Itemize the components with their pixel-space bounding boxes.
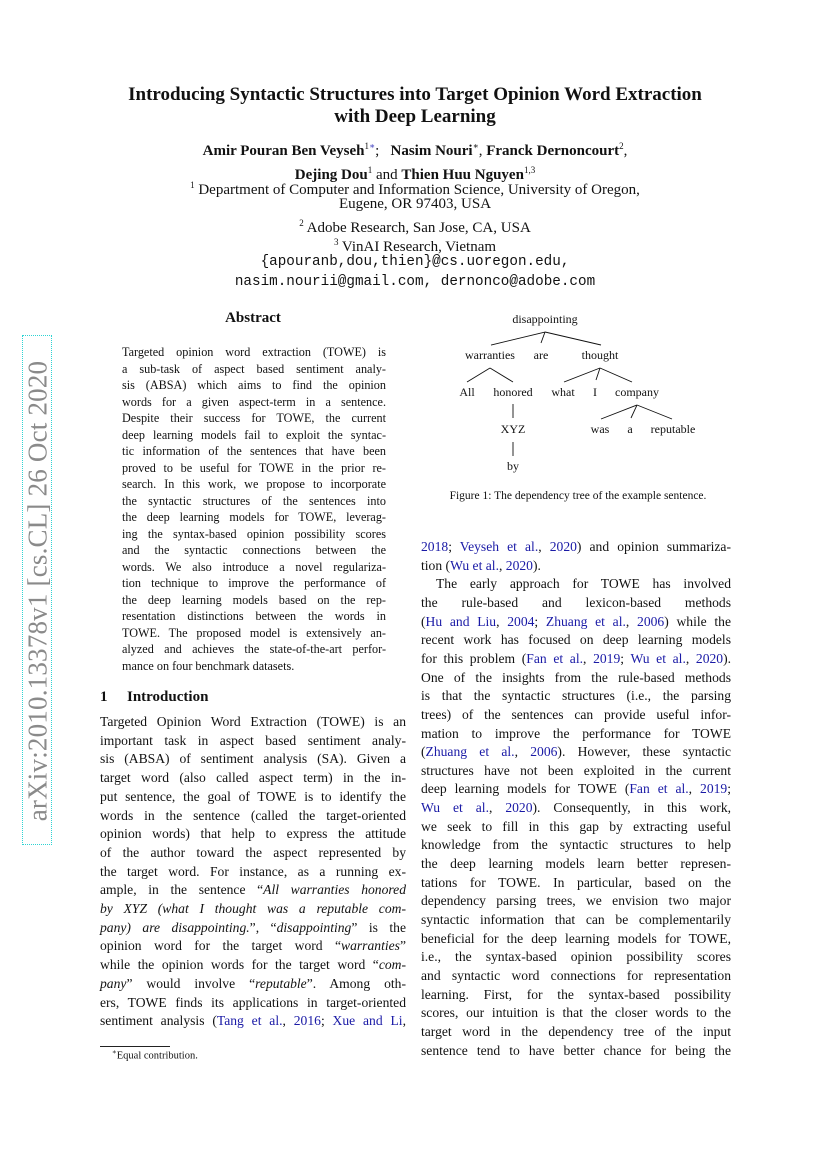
italic-text: reputable [255, 975, 307, 991]
text-line [100, 900, 406, 919]
text-segment: ; [727, 781, 731, 797]
tree-node: honored [493, 385, 533, 399]
text-segment: sentiment analysis ( [100, 1013, 217, 1029]
text-segment: One of the insights from the rule-based methods [421, 669, 731, 685]
text-segment: , [514, 744, 531, 760]
citation-link[interactable]: 2019 [700, 781, 728, 797]
italic-text: warranties [341, 938, 400, 954]
text-line [421, 1023, 731, 1042]
citation-link[interactable]: 2004 [507, 613, 535, 629]
text-segment: ). Consequently, in this work, [532, 800, 732, 816]
text-segment: ). However, these syntactic [557, 744, 732, 760]
text-segment: and the syntactic connections between the [122, 543, 386, 557]
footnote-text: Equal contribution. [116, 1050, 198, 1062]
tree-node: a [627, 422, 633, 436]
text-segment: ers, TOWE finds its applications in target-oriented [100, 994, 406, 1010]
text-line [100, 937, 406, 956]
text-segment: TOWE. The proposed model is extensively an- [122, 625, 386, 640]
citation-link[interactable]: 2020 [549, 539, 577, 554]
text-line [122, 509, 386, 526]
citation-link[interactable]: 2020 [505, 557, 533, 573]
citation-link[interactable]: Zhuang et al. [425, 744, 515, 760]
text-segment: is that the syntactic structures (i.e., the parsing [421, 688, 731, 704]
text-segment: the target word. For instance, as a running ex- [100, 863, 406, 879]
citation-link[interactable]: 2020 [695, 650, 724, 666]
citation-link[interactable]: 2016 [293, 1013, 321, 1029]
author-name: Nasim Nouri [390, 143, 473, 159]
affiliation-sup: 1 [190, 180, 195, 190]
text-line [421, 986, 731, 1005]
footnote [112, 1048, 198, 1062]
author-name: Amir Pouran Ben Veyseh [202, 143, 365, 159]
citation-link[interactable]: Wu et al. [450, 557, 499, 573]
section-number: 1 [100, 689, 108, 705]
text-line [421, 669, 731, 688]
text-line [100, 825, 406, 844]
tree-edge [490, 368, 513, 382]
text-segment: deep learning models fail to exploit the syntac- [122, 427, 386, 442]
text-segment: syntactic information that can be complementarily [421, 912, 731, 927]
title-line: Introducing Syntactic Structures into Target Opinion Word Extraction [128, 84, 702, 105]
text-segment: resentation distinctions between the words in [122, 609, 386, 623]
text-segment: deep learning models for TOWE ( [421, 781, 630, 797]
text-line [421, 799, 731, 818]
text-segment: trees) of the sentences can provide useful infor- [421, 706, 731, 722]
tree-node-root: disappointing [512, 312, 578, 326]
text-segment: ” is the [351, 919, 406, 935]
email-line: {apouranb,dou,thien}@cs.uoregon.edu, [260, 254, 570, 270]
italic-text: disappointing [276, 919, 352, 935]
text-line [421, 762, 731, 781]
text-line [421, 687, 731, 706]
tree-edge [541, 332, 545, 343]
text-line [100, 769, 406, 788]
tree-node: reputable [650, 422, 696, 436]
tree-edge [491, 332, 545, 345]
footnote-link[interactable]: ∗ [368, 141, 376, 151]
text-segment: proved to be useful for TOWE in the prior re- [122, 460, 386, 475]
text-line [100, 975, 406, 994]
text-line [122, 608, 386, 625]
text-line [122, 575, 386, 592]
author-sup: 1,3 [523, 165, 536, 175]
text-segment: words for a given aspect-term in a sentence. [122, 394, 386, 409]
author-name: Thien Huu Nguyen [401, 167, 524, 183]
text-line [421, 706, 731, 725]
author-name: Franck Dernoncourt [486, 143, 620, 159]
dependency-tree-figure [0, 0, 827, 500]
text-segment: ; [620, 650, 631, 666]
affiliation-sup: 2 [299, 218, 304, 228]
text-line [421, 1042, 731, 1061]
text-line [421, 780, 731, 799]
text-line [122, 658, 386, 675]
author-sup: 2 [619, 141, 624, 151]
text-segment: , [402, 1013, 406, 1029]
tree-node: by [507, 459, 519, 473]
text-segment: The early approach for TOWE has involved [436, 576, 731, 592]
text-segment: tations for TOWE. In particular, based on the [421, 874, 731, 890]
text-segment: scores, our intuition is that the closer words to the [421, 1005, 731, 1021]
author-sup: 1 [364, 141, 369, 151]
citation-link[interactable]: Wu et al. [630, 650, 686, 666]
text-line [421, 594, 731, 613]
text-line [421, 948, 731, 967]
text-segment: ample, in the sentence “ [100, 882, 264, 898]
text-segment: of the author toward the aspect represented by [100, 844, 406, 860]
text-segment: and syntactic word connections for representation [421, 967, 731, 983]
text-segment: the deep learning models for TOWE, leverag- [122, 510, 386, 524]
text-segment: words in the sentence (called the target-oriented [100, 807, 406, 823]
text-segment: ) and opinion summariza- [576, 539, 731, 554]
arxiv-stamp-text: arXiv:2010.13378v1 [cs.CL] 26 Oct 2020 [22, 360, 53, 822]
text-line [421, 930, 731, 949]
text-segment: knowledge from the syntactic structures to help [421, 837, 731, 853]
text-line [421, 631, 731, 650]
text-segment: ” would involve “ [126, 975, 256, 991]
text-line [421, 967, 731, 986]
text-line [421, 613, 731, 632]
citation-link[interactable]: Wu et al. [421, 800, 489, 816]
footnote-rule [100, 1046, 170, 1047]
tree-edge [637, 405, 672, 419]
text-segment: ing the syntax-based opinion possibility scores [122, 526, 386, 541]
text-segment: tion technique to improve the performance of [122, 576, 386, 590]
title-line: with Deep Learning [334, 106, 496, 127]
text-segment: beneficial for the deep learning models for TOWE, [421, 930, 731, 946]
text-line [100, 956, 406, 975]
text-segment: ; [320, 1013, 333, 1029]
text-line [122, 542, 386, 559]
affiliation-text: Department of Computer and Information Science, University of Oregon, [198, 182, 640, 198]
citation-link[interactable]: Fan et al. [526, 650, 583, 666]
figure-caption: Figure 1: The dependency tree of the example sentence. [449, 490, 707, 502]
text-segment: search. In this work, we propose to incorporate [122, 477, 386, 491]
text-line [421, 538, 731, 557]
tree-edge [600, 368, 632, 382]
citation-link[interactable]: Hu and Liu [425, 613, 497, 629]
text-line [100, 919, 406, 938]
text-line [421, 911, 731, 930]
text-line [100, 863, 406, 882]
affiliation-text: Adobe Research, San Jose, CA, USA [306, 220, 531, 236]
text-segment: alyzed and achieves the state-of-the-art perfor- [122, 642, 386, 656]
text-segment: tic information of the sentences that have been [122, 444, 386, 458]
italic-text: by XYZ (what I thought was a reputable com- [100, 901, 406, 916]
citation-link[interactable]: Xue and Li [332, 1013, 403, 1029]
tree-node: are [533, 348, 549, 362]
text-segment: , [488, 800, 506, 816]
italic-text: pany [100, 975, 127, 991]
text-line [421, 557, 731, 576]
text-line [122, 625, 386, 642]
text-segment: structures have not been exploited in the current [421, 762, 731, 778]
tree-node: what [551, 385, 575, 399]
citation-link[interactable]: 2020 [505, 800, 533, 816]
text-segment: ). [723, 650, 732, 666]
affiliation-text: VinAI Research, Vietnam [341, 239, 497, 255]
text-segment: for this problem ( [421, 650, 527, 666]
text-segment: while the opinion words for the target word “ [100, 957, 379, 973]
text-segment: dependency parsing trees, we envision two major [421, 893, 731, 909]
text-line [122, 559, 386, 576]
tree-node: was [590, 422, 610, 436]
tree-node: XYZ [500, 422, 526, 436]
tree-node: thought [581, 348, 619, 362]
text-segment: ; [534, 613, 546, 629]
author-sup: ∗ [472, 141, 479, 151]
section-heading [100, 689, 208, 706]
tree-edge [467, 368, 490, 382]
citation-link[interactable]: Zhuang et al. [545, 613, 626, 629]
text-segment: , [688, 781, 701, 797]
text-line [100, 750, 406, 769]
affiliation-sup: 3 [333, 237, 339, 247]
author-sup: 1 [367, 165, 373, 175]
italic-text: All warranties honored [263, 882, 406, 898]
citation-link[interactable]: 2019 [593, 650, 621, 666]
tree-edge [564, 368, 600, 382]
text-segment: , [583, 650, 594, 666]
text-segment: mance on four benchmark datasets. [122, 658, 295, 673]
text-segment: the deep learning models learn better represen- [421, 856, 731, 872]
italic-text: com- [378, 957, 406, 973]
text-line [100, 732, 406, 751]
tree-node: company [615, 385, 659, 399]
affiliation-text: Eugene, OR 97403, USA [338, 196, 492, 212]
author-conjunction: and [375, 167, 398, 183]
text-segment: the rule-based and lexicon-based methods [421, 594, 731, 610]
text-line [421, 892, 731, 911]
citation-link[interactable]: 2006 [530, 744, 558, 760]
italic-text: pany) are disappointing. [100, 919, 250, 935]
citation-link[interactable]: Veyseh et al. [459, 539, 539, 554]
text-line [421, 575, 731, 594]
text-segment: we seek to fill in this gap by extracting useful [421, 818, 731, 834]
text-line [100, 807, 406, 826]
text-segment: i.e., the syntax-based opinion possibility scores [421, 949, 731, 965]
text-line [100, 788, 406, 807]
section-title: Introduction [127, 689, 209, 705]
text-segment: , [282, 1013, 294, 1029]
text-segment: Targeted Opinion Word Extraction (TOWE) is an [100, 714, 406, 729]
text-line [100, 994, 406, 1013]
abstract-heading: Abstract [225, 310, 281, 326]
text-line [100, 1012, 406, 1031]
text-line [122, 526, 386, 543]
text-line [421, 818, 731, 837]
citation-link[interactable]: 2006 [637, 613, 665, 629]
text-segment: recent work has focused on deep learning models [421, 632, 731, 648]
text-segment: , [685, 650, 696, 666]
text-segment: , [625, 613, 638, 629]
text-segment: mation to improve the performance for TOWE [421, 725, 731, 741]
citation-link[interactable]: 2018 [421, 539, 449, 554]
tree-node: I [593, 385, 597, 399]
text-segment: ) while the [664, 613, 731, 629]
text-segment: tion ( [421, 557, 451, 573]
text-line [100, 881, 406, 900]
text-segment: , [538, 539, 550, 554]
text-segment: the syntactic structures of the sentences into [122, 493, 386, 508]
text-segment: ). [532, 557, 541, 573]
text-segment: , [496, 613, 508, 629]
text-line [421, 725, 731, 744]
citation-link[interactable]: Fan et al. [629, 781, 689, 797]
text-segment: ”. Among oth- [306, 975, 406, 991]
text-segment: important task in aspect based sentiment analy- [100, 732, 406, 748]
text-segment: target word (also called aspect term) in the in- [100, 770, 406, 786]
text-segment: put sentence, the goal of TOWE is to identify the [100, 788, 406, 804]
text-line [100, 844, 406, 863]
text-segment: , [498, 557, 506, 573]
text-line [122, 641, 386, 658]
text-segment: Targeted opinion word extraction (TOWE) is [122, 345, 386, 359]
text-segment: sis (ABSA) of sentiment analysis (SA). Given a [100, 751, 406, 767]
text-line [100, 713, 406, 732]
text-segment: ( [421, 613, 426, 629]
footnote-mark: ∗ [112, 1048, 117, 1056]
text-segment: ( [421, 744, 426, 760]
author-list: Amir Pouran Ben Veyseh$^{1∗}$; Nasim Nouri∗, Franck Dernoncourt$^2$, Dejing Dou$^1$ and Thien Huu Nguyen$^{1,3}$ [202, 141, 628, 183]
text-segment: opinion word for the target word “ [100, 938, 342, 954]
text-line [122, 592, 386, 609]
text-segment: learning. First, for the syntax-based possibility [421, 986, 731, 1002]
text-segment: a sub-task of aspect based sentiment analy- [122, 361, 386, 376]
text-segment: sis (ABSA) which aims to find the opinion [122, 378, 386, 392]
email-line: nasim.nourii@gmail.com, dernonco@adobe.com [234, 274, 596, 290]
text-segment: ; [448, 539, 460, 554]
citation-link[interactable]: Tang et al. [216, 1013, 283, 1029]
text-line [421, 874, 731, 893]
text-segment: sentence tend to have better chance for being the [421, 1042, 731, 1058]
text-segment: ” [399, 938, 406, 954]
text-segment: opinion words) that help to express the attitude [100, 826, 406, 842]
text-segment: the deep learning models based on the rep- [122, 592, 386, 607]
author-name: Dejing Dou [294, 167, 368, 183]
text-line [421, 836, 731, 855]
tree-edge [545, 332, 601, 345]
text-line [421, 743, 731, 762]
text-line [421, 855, 731, 874]
tree-node: All [459, 385, 475, 399]
text-line [421, 650, 731, 669]
text-segment: ”, “ [249, 919, 277, 935]
text-line [421, 1004, 731, 1023]
text-segment: Despite their success for TOWE, the current [122, 411, 386, 425]
text-segment: words. We also introduce a novel regulariza- [122, 559, 386, 574]
text-segment: target word in the dependency tree of the input [421, 1023, 731, 1039]
tree-node: warranties [465, 348, 515, 362]
